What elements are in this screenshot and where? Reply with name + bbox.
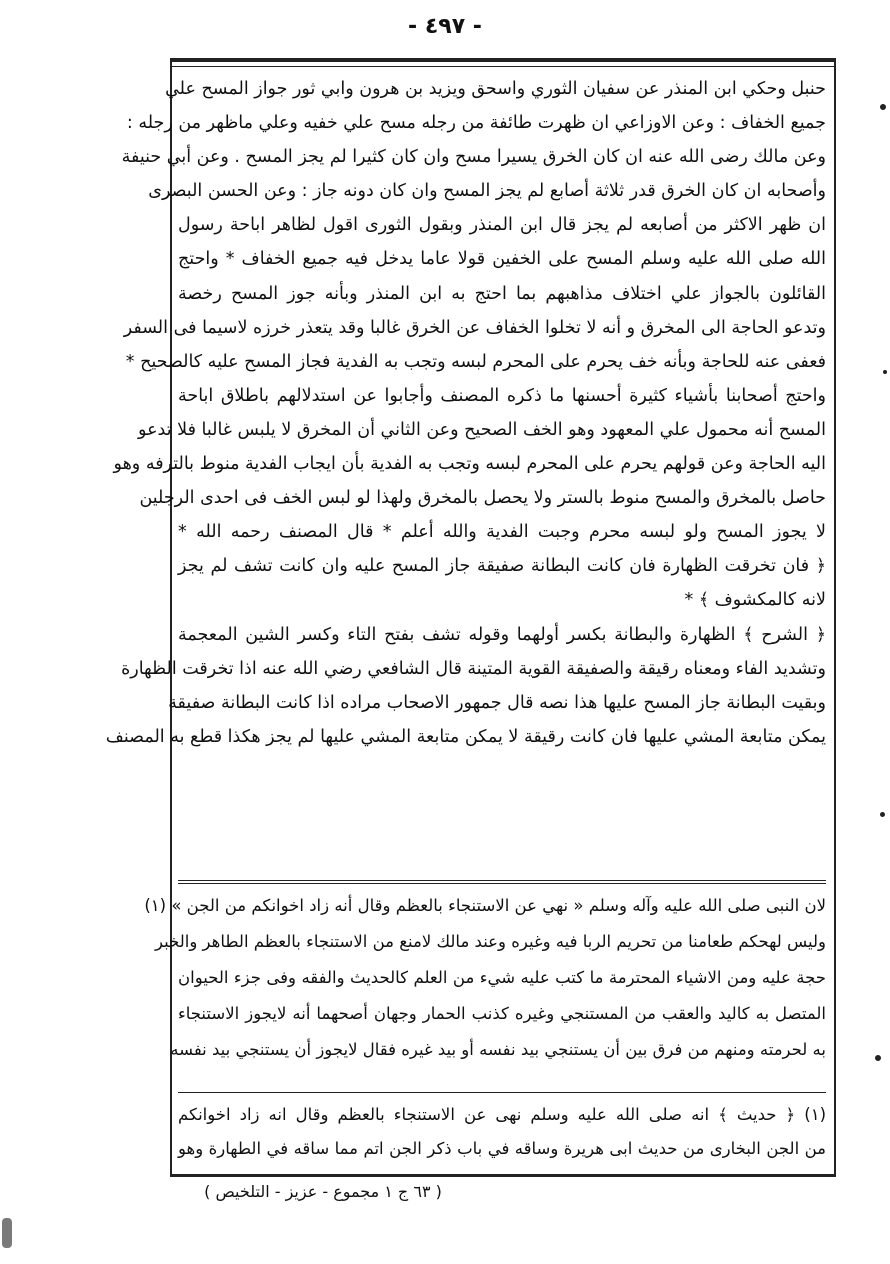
scan-speck — [880, 812, 885, 817]
main-line: وتشديد الفاء ومعناه رقيقة والصفيقة القوية المتينة قال الشافعي رضي الله عنه اذا تخرقت الظهارة — [121, 658, 826, 679]
footnote-line: (١) ﴿ حديث ﴾ انه صلى الله عليه وسلم نهى عن الاستنجاء بالعظم وقال انه زاد اخوانكم — [178, 1105, 826, 1124]
section-divider-thin — [178, 883, 826, 884]
page-number: - ٤٩٧ - — [408, 14, 482, 39]
scan-speck — [875, 1055, 881, 1061]
commentary-line: وليس لهحكم طعامنا من تحريم الربا فيه وغيره وعند مالك لامنع من الاستنجاء بالعظم الطاهر والخبر — [154, 932, 826, 951]
section-divider — [178, 880, 826, 881]
main-line: لا يجوز المسح ولو لبسه محرم وجبت الفدية والله أعلم * قال المصنف رحمه الله * — [178, 522, 826, 543]
main-line: ﴿ الشرح ﴾ الظهارة والبطانة بكسر أولهما وقوله تشف بفتح التاء وكسر الشين المعجمة — [178, 624, 826, 645]
main-line: لانه كالمكشوف ﴾ * — [684, 590, 826, 611]
commentary-line: حجة عليه ومن الاشياء المحترمة ما كتب عليه شيء من العلم كالحديث والفقه وفى جزء الحيوان — [178, 968, 826, 987]
scan-speck — [883, 370, 887, 374]
main-line: الله صلى الله عليه وسلم المسح على الخفين قولا عاما يدخل فيه جميع الخفاف * واحتج — [178, 249, 826, 270]
main-line: وبقيت البطانة جاز المسح عليها هذا نصه قال جمهور الاصحاب مراده اذا كانت البطانة صفيقة — [168, 692, 826, 713]
main-line: وعن مالك رضى الله عنه ان كان الخرق يسيرا مسح وان كان كثيرا لم يجز المسح . وعن أبي حنيفة — [121, 147, 826, 168]
main-line: حنبل وحكي ابن المنذر عن سفيان الثوري واسحق ويزيد بن هرون وابي ثور جواز المسح علي — [165, 79, 826, 99]
scan-speck — [2, 1218, 12, 1248]
main-line: القائلون بالجواز علي اختلاف مذاهبهم بما احتج به ابن المنذر وبأنه جوز المسح رخصة — [178, 283, 826, 304]
footnote-line: من الجن البخارى من حديث ابى هريرة وساقه في باب ذكر الجن اتم مما ساقه في الطهارة وهو — [178, 1139, 826, 1158]
commentary-line: به لحرمته ومنهم من فرق بين أن يستنجي بيد نفسه أو بيد غيره فقال لايجوز أن يستنجي بيد نفسه — [170, 1040, 826, 1059]
signature-note: ( ٦٣ ج ١ مجموع - عزيز - التلخيص ) — [204, 1182, 442, 1201]
main-line: يمكن متابعة المشي عليها فان كانت رقيقة لا يمكن متابعة المشي عليها لم يجز هكذا قطع به المصنف — [105, 726, 826, 747]
main-line: وتدعو الحاجة الى المخرق و أنه لا تخلوا الخفاف عن الخرق غالبا وقد يتعذر خرزه لاسيما فى السفر — [123, 317, 826, 338]
main-line: المسح أنه محمول علي المعهود وهو الخف الصحيح وعن الثاني أن المخرق لا يلبس غالبا فلا تدعو — [138, 419, 826, 440]
bottom-rule — [170, 1174, 836, 1177]
footnote-text — [178, 1098, 826, 1174]
main-line: ﴿ فان تخرقت الظهارة فان كانت البطانة صفيقة جاز المسح عليه وان كانت تشف لم يجز — [178, 556, 826, 577]
main-line: فعفى عنه للحاجة وبأنه خف يحرم على المحرم لبسه وتجب به الفدية فجاز المسح عليه كالصحيح * — [125, 351, 826, 372]
commentary-text — [144, 888, 826, 1088]
main-line: اليه الحاجة وعن قولهم يحرم على المحرم لبسه وتجب به الفدية بأن ايجاب الفدية منوط بالترفه وهو — [113, 454, 826, 475]
main-text — [105, 72, 826, 876]
footnote-divider — [178, 1092, 826, 1093]
main-line: جميع الخفاف : وعن الاوزاعي ان ظهرت طائفة من رجله مسح علي خفيه وعلي ماظهر من رجله : — [126, 113, 826, 134]
scan-speck — [880, 104, 886, 110]
main-line: حاصل بالمخرق والمسح منوط بالستر ولا يحصل بالمخرق ولهذا لو لبس الخف فى احدى الرجلين — [139, 488, 826, 509]
main-line: وأصحابه ان كان الخرق قدر ثلاثة أصابع لم يجز المسح وان كان دونه جاز : وعن الحسن البصرى — [148, 181, 826, 202]
commentary-line: المتصل به كاليد والعقب من المستنجي وغيره كذنب الحمار وجهان أصحهما أنه لايجوز الاستنجاء — [178, 1004, 826, 1023]
main-line: ان ظهر الاكثر من أصابعه لم يجز قال ابن المنذر وبقول الثورى اقول لظاهر اباحة رسول — [178, 215, 826, 236]
commentary-line: لان النبى صلى الله عليه وآله وسلم « نهي عن الاستنجاء بالعظم وقال أنه زاد اخوانكم من الجن » (١) — [144, 896, 826, 915]
main-line: واحتج أصحابنا بأشياء كثيرة أحسنها ما ذكره المصنف وأجابوا عن استدلالهم باطلاق اباحة — [178, 385, 826, 406]
